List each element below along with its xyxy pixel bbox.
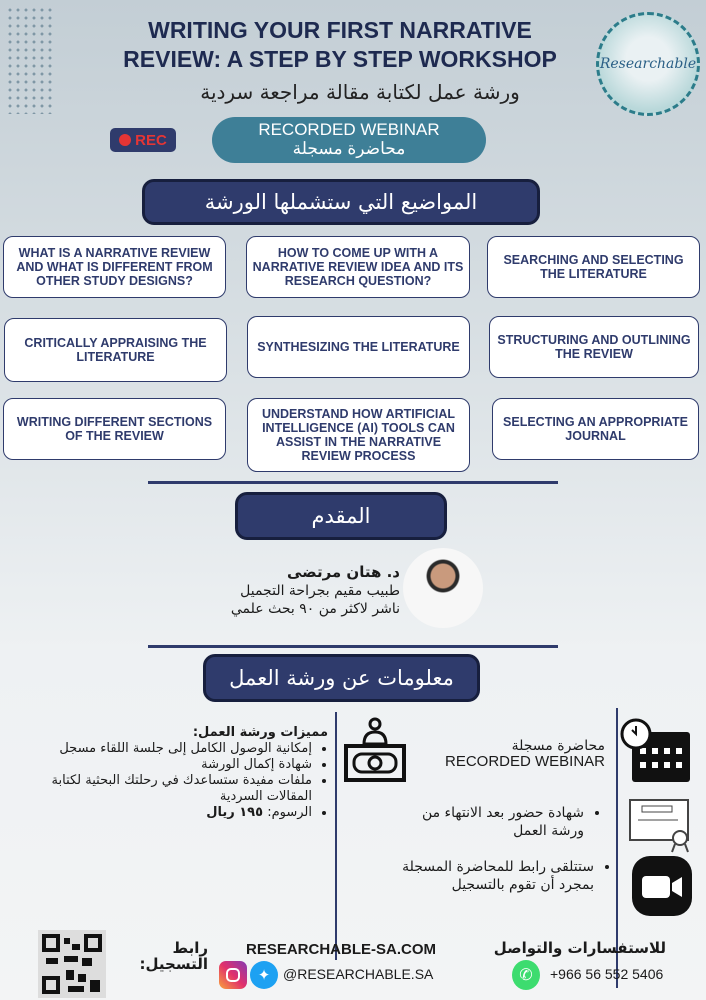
record-dot-icon — [119, 134, 131, 146]
page-title: WRITING YOUR FIRST NARRATIVE REVIEW: A STEP BY STEP WORKSHOP — [123, 17, 557, 72]
calendar-clock-icon — [620, 718, 692, 784]
info-heading: معلومات عن ورشة العمل — [203, 654, 480, 702]
video-camera-icon — [632, 856, 692, 916]
topics-heading: المواضيع التي ستشملها الورشة — [142, 179, 540, 225]
topic-card: HOW TO COME UP WITH A NARRATIVE REVIEW IDEA AND ITS RESEARCH QUESTION? — [246, 236, 470, 298]
presenter-publications: ناشر لاكثر من ٩٠ بحث علمي — [230, 601, 400, 617]
website-link[interactable]: RESEARCHABLE-SA.COM — [246, 941, 437, 958]
contact-label: للاستفسارات والتواصل — [493, 939, 666, 957]
format-ar: محاضرة مسجلة — [511, 738, 605, 754]
register-label: رابط التسجيل: — [139, 939, 208, 973]
feature-item: • إمكانية الوصول الكامل إلى جلسة اللقاء مسجل — [30, 741, 312, 757]
researchable-logo: Researchable — [596, 12, 700, 116]
phone-number[interactable]: +966 56 552 5406 — [550, 966, 664, 982]
certificate-icon — [628, 798, 692, 854]
link-item: • ستتلقى رابط للمحاضرة المسجلة بمجرد أن تقوم بالتسجيل — [400, 858, 610, 894]
feature-item: • شهادة إكمال الورشة — [30, 757, 312, 773]
presenter-name: د. هتان مرتضى — [286, 563, 400, 581]
features-block — [30, 725, 328, 821]
whatsapp-phone-icon: ✆ — [512, 960, 540, 990]
cashier-money-icon — [342, 716, 408, 782]
qr-code[interactable] — [38, 930, 106, 998]
feature-item: • ملفات مفيدة ستساعدك في رحلتك البحثية لكتابة المقالات السردية — [30, 773, 312, 805]
topic-card: SELECTING AN APPROPRIATE JOURNAL — [492, 398, 699, 460]
topic-card: SEARCHING AND SELECTING THE LITERATURE — [487, 236, 700, 298]
topic-card: WHAT IS A NARRATIVE REVIEW AND WHAT IS DIFFERENT FROM OTHER STUDY DESIGNS? — [3, 236, 226, 298]
social-handle[interactable]: @RESEARCHABLE.SA — [283, 966, 434, 982]
arabic-subtitle: ورشة عمل لكتابة مقالة مراجعة سردية — [200, 80, 520, 104]
format-en: RECORDED WEBINAR — [444, 753, 605, 770]
presenter-title: طبيب مقيم بجراحة التجميل — [240, 583, 400, 599]
divider — [148, 645, 558, 648]
topic-card: SYNTHESIZING THE LITERATURE — [247, 316, 470, 378]
certificate-item: • شهادة حضور بعد الانتهاء من ورشة العمل — [400, 804, 600, 840]
presenter-info — [200, 562, 400, 618]
recorded-webinar-pill: RECORDED WEBINAR محاضرة مسجلة — [212, 117, 486, 163]
rec-badge: REC — [110, 128, 176, 152]
presenter-photo — [403, 548, 483, 628]
topic-card: UNDERSTAND HOW ARTIFICIAL INTELLIGENCE (AI) TOOLS CAN ASSIST IN THE NARRATIVE REVIEW PROCESS — [247, 398, 470, 472]
divider-vertical — [335, 712, 337, 960]
topic-card: CRITICALLY APPRAISING THE LITERATURE — [4, 318, 227, 382]
divider — [148, 481, 558, 484]
presenter-heading: المقدم — [235, 492, 447, 540]
fee-item: • الرسوم: ١٩٥ ريال — [30, 805, 312, 821]
instagram-icon[interactable] — [219, 961, 247, 989]
features-title: مميزات ورشة العمل: — [192, 725, 328, 740]
twitter-icon[interactable]: ✦ — [250, 961, 278, 989]
decorative-dots — [6, 6, 56, 114]
topic-card: STRUCTURING AND OUTLINING THE REVIEW — [489, 316, 699, 378]
topic-card: WRITING DIFFERENT SECTIONS OF THE REVIEW — [3, 398, 226, 460]
format-block — [420, 738, 605, 770]
